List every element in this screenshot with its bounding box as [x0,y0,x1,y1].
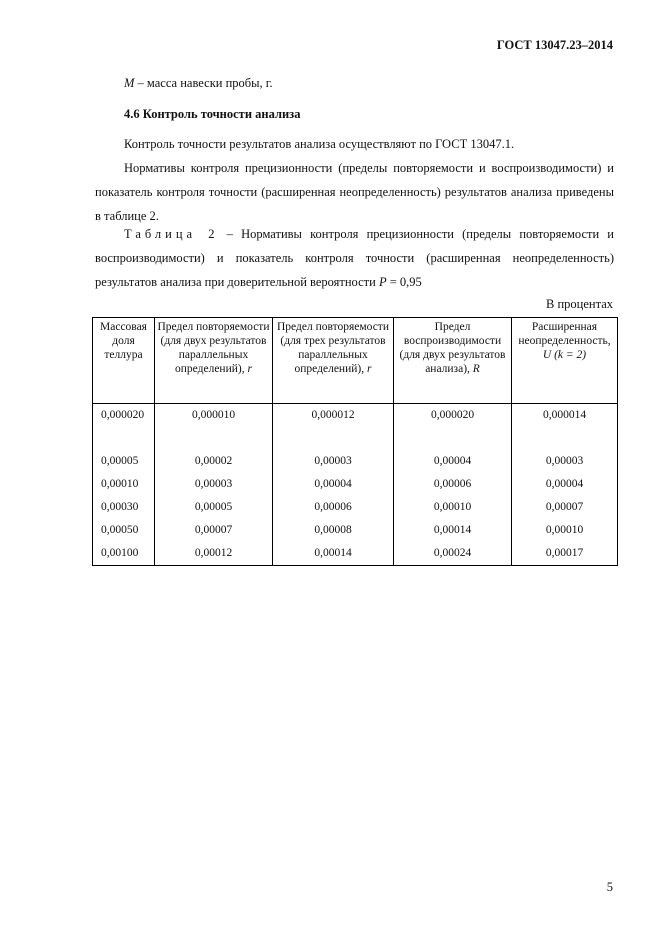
table-cell: 0,00014 [273,542,394,566]
table-cell: 0,00003 [512,450,618,473]
table-cell: 0,000010 [155,404,273,451]
table-cell: 0,00050 [93,519,155,542]
table-cell: 0,00004 [512,473,618,496]
table-cell: 0,000012 [273,404,394,451]
table-row [93,542,618,566]
header-mass-fraction: Массовая доля теллура [93,318,155,404]
table-units: В процентах [546,297,613,311]
section-title: 4.6 Контроль точности анализа [124,107,301,121]
table-cell: 0,00002 [155,450,273,473]
table-cell: 0,00010 [394,496,512,519]
table-cell: 0,000020 [394,404,512,451]
header-repeatability-two-symbol: r [247,363,252,375]
table-cell: 0,00006 [273,496,394,519]
header-repeatability-three-text: Предел повторяемости (для трех результатов параллельных определений), [277,321,389,375]
table-cell: 0,00004 [394,450,512,473]
header-uncertainty [512,318,618,404]
table-row [93,473,618,496]
table-row [93,450,618,473]
table-cell: 0,00007 [512,496,618,519]
header-repeatability-three-symbol: r [366,363,372,375]
table-row [93,519,618,542]
table-cell: 0,00008 [273,519,394,542]
table-cell: 0,00003 [273,450,394,473]
table-caption-label: Таблица 2 [124,227,219,241]
paragraph-norms: Нормативы контроля прецизионности (пределы повторяемости и воспроизводимости) и показатель контроля точности (расширенная неопределенность) результатов анализа приведены в таблице 2. [95,161,614,223]
mass-definition-text: – масса навески пробы, г. [134,76,273,90]
standard-header: ГОСТ 13047.23–2014 [496,38,613,52]
precision-table [92,317,618,566]
table-cell: 0,00014 [394,519,512,542]
table-caption [95,222,614,294]
header-reproducibility-symbol: R [472,363,480,375]
table-cell: 0,00100 [93,542,155,566]
table-cell: 0,00004 [273,473,394,496]
table-cell: 0,00010 [512,519,618,542]
table-cell: 0,00017 [512,542,618,566]
table-cell: 0,000014 [512,404,618,451]
table-cell: 0,00010 [93,473,155,496]
probability-symbol: P [378,275,387,289]
mass-symbol: M [124,76,135,90]
table-header-row [93,318,618,404]
header-uncertainty-symbol: U (k = 2) [542,349,587,361]
table-row [93,404,618,451]
header-reproducibility-text: Предел воспроизводимости (для двух результатов анализа), [399,321,506,375]
table-cell: 0,00007 [155,519,273,542]
table-cell: 0,00030 [93,496,155,519]
table-cell: 0,00024 [394,542,512,566]
header-repeatability-two [155,318,273,404]
header-repeatability-three [273,318,394,404]
table-cell: 0,00005 [155,496,273,519]
table-cell: 0,000020 [93,404,155,451]
page-number: 5 [606,880,613,894]
header-uncertainty-text: Расширенная неопределенность, [518,321,611,347]
table-caption-text: – Нормативы контроля прецизионности (пределы повторяемости и воспроизводимости) и показатель контроля точности (расширенная неопределенность) результатов анализа при доверительной вероятности [95,227,614,289]
header-repeatability-two-text: Предел повторяемости (для двух результатов параллельных определений), [157,321,270,375]
table-cell: 0,00012 [155,542,273,566]
header-reproducibility [394,318,512,404]
table-cell: 0,00005 [93,450,155,473]
mass-definition [124,76,273,91]
table-cell: 0,00003 [155,473,273,496]
paragraph-accuracy-control: Контроль точности результатов анализа осуществляют по ГОСТ 13047.1. [124,137,515,151]
probability-value: = 0,95 [386,275,422,289]
table-cell: 0,00006 [394,473,512,496]
table-row [93,496,618,519]
